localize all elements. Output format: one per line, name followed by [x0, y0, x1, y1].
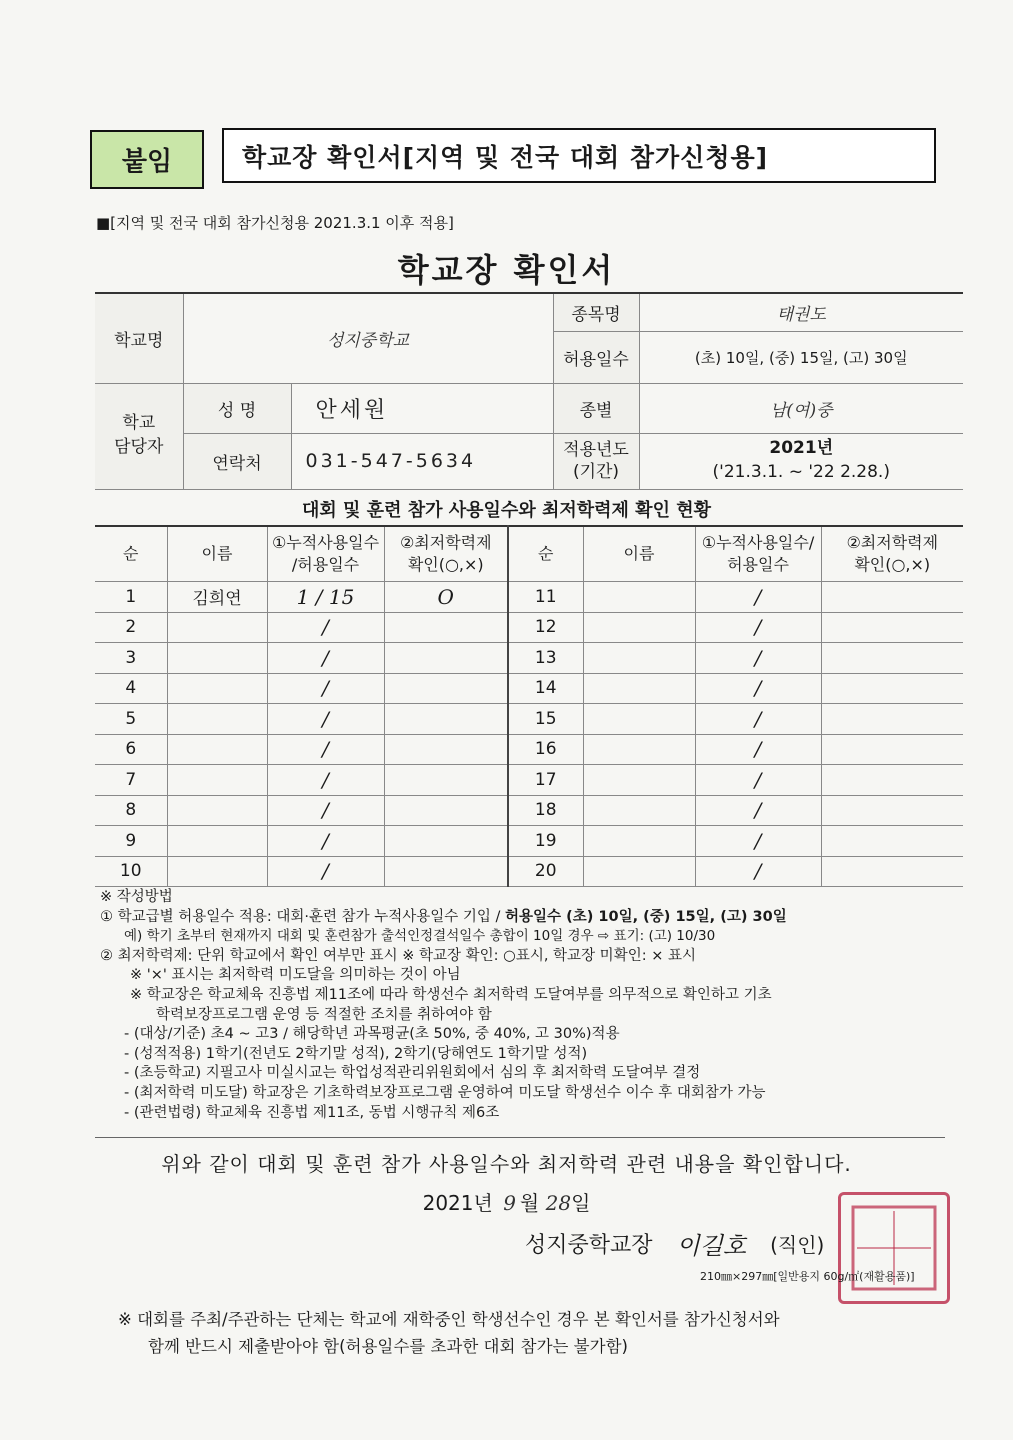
date-year: 2021년: [422, 1191, 493, 1215]
instruction-2: ② 최저학력제: 단위 학교에서 확인 여부만 표시 ※ 학교장 확인: ○표시, 학교장 미확인: × 표시: [100, 947, 696, 964]
instruction-note-2: ※ 학교장은 학교체육 진흥법 제11조에 따라 학생선수 최저학력 도달여부를 의무적으로 확인하고 기초: [130, 986, 772, 1003]
row-days: /: [267, 673, 384, 704]
paper-spec: 210㎜×297㎜[일반용지 60g/㎡(재활용품)]: [700, 1270, 915, 1283]
row-no-2: 13: [508, 643, 583, 674]
manager-label: 학교 담당자: [95, 383, 183, 489]
row-check: [384, 795, 508, 826]
col-min-2-line2: 확인(○,×): [854, 555, 931, 574]
row-no-2: 15: [508, 704, 583, 735]
signature-line: [525, 1226, 824, 1261]
school-value: 성지중학교: [183, 293, 553, 383]
application-note: ■[지역 및 전국 대회 참가신청용 2021.3.1 이후 적용]: [96, 214, 454, 232]
col-no-2: 순: [508, 526, 583, 582]
instruction-sub-4: - (최저학력 미도달) 학교장은 기초학력보장프로그램 운영하여 미도달 학생선수 이수 후 대회참가 가능: [124, 1084, 766, 1101]
allowed-days-label: 허용일수: [553, 331, 639, 383]
row-days-2: /: [695, 826, 821, 857]
name-value: 안세원: [291, 383, 553, 433]
row-no: 4: [95, 673, 167, 704]
divider: [95, 1137, 945, 1138]
row-days-2: /: [695, 673, 821, 704]
instruction-sub-3: - (초등학교) 지필고사 미실시교는 학업성적관리위원회에서 심의 후 최저학력 도달여부 결정: [124, 1065, 701, 1082]
row-name-2: [583, 612, 695, 643]
year-label-line2: (기간): [572, 462, 620, 482]
instruction-example: 예) 학기 초부터 현재까지 대회 및 훈련참가 출석인정결석일수 총합이 10일 경우 ⇨ 표기: (고) 10/30: [124, 928, 716, 945]
footer-note: [118, 1306, 918, 1360]
instruction-1: [100, 908, 970, 928]
row-name: [167, 673, 267, 704]
row-check-2: [821, 734, 963, 765]
col-days: [267, 526, 384, 582]
sport-label: 종목명: [553, 293, 639, 331]
row-days: 1 / 15: [267, 582, 384, 613]
row-no-2: 20: [508, 856, 583, 887]
row-check: [384, 673, 508, 704]
col-min-2-line1: ②최저학력제: [846, 533, 939, 553]
row-check: O: [384, 582, 508, 613]
date-day: 28: [545, 1191, 572, 1215]
row-check-2: [821, 826, 963, 857]
row-days-2: /: [695, 643, 821, 674]
row-days-2: /: [695, 704, 821, 735]
col-min-line2: 확인(○,×): [407, 555, 484, 574]
status-table: [95, 525, 963, 887]
row-name-2: [583, 856, 695, 887]
row-no: 10: [95, 856, 167, 887]
allowed-days-value: (초) 10일, (중) 15일, (고) 30일: [639, 331, 963, 383]
row-no-2: 19: [508, 826, 583, 857]
row-name: [167, 734, 267, 765]
col-days-2: [695, 526, 821, 582]
row-days-2: /: [695, 582, 821, 613]
row-check-2: [821, 612, 963, 643]
table-row: [95, 612, 963, 643]
row-check: [384, 856, 508, 887]
row-check-2: [821, 643, 963, 674]
instruction-note-2b: 학력보장프로그램 운영 등 적절한 조치를 취하여야 함: [156, 1006, 492, 1023]
row-name: [167, 826, 267, 857]
row-no: 7: [95, 765, 167, 796]
row-days: /: [267, 795, 384, 826]
col-min: [384, 526, 508, 582]
row-days: /: [267, 734, 384, 765]
footer-note-line1: ※ 대회를 주최/주관하는 단체는 학교에 재학중인 학생선수인 경우 본 확인서를 참가신청서와: [118, 1310, 780, 1329]
info-table: [95, 292, 963, 490]
row-check-2: [821, 582, 963, 613]
row-no-2: 11: [508, 582, 583, 613]
date-month-unit: 월: [519, 1191, 540, 1215]
row-no-2: 18: [508, 795, 583, 826]
row-check-2: [821, 856, 963, 887]
row-check-2: [821, 704, 963, 735]
table-row: [95, 643, 963, 674]
table-row: [95, 673, 963, 704]
row-name-2: [583, 795, 695, 826]
row-days: /: [267, 826, 384, 857]
row-name: [167, 765, 267, 796]
row-no: 1: [95, 582, 167, 613]
header-title: 학교장 확인서[지역 및 전국 대회 참가신청용]: [222, 128, 936, 183]
row-days-2: /: [695, 856, 821, 887]
row-check: [384, 704, 508, 735]
contact-label: 연락처: [183, 433, 291, 489]
row-days-2: /: [695, 795, 821, 826]
col-days-line2: /허용일수: [291, 555, 360, 574]
seal-label: (직인): [770, 1233, 825, 1257]
row-name: [167, 795, 267, 826]
footer-note-line2: 함께 반드시 제출받아야 함(허용일수를 초과한 대회 참가는 불가함): [148, 1337, 628, 1356]
document-title: 학교장 확인서: [397, 251, 616, 289]
principal-signature: 이길호: [676, 1232, 747, 1260]
instruction-note-1: ※ '×' 표시는 최저학력 미도달을 의미하는 것이 아님: [130, 967, 461, 984]
table-row: [95, 795, 963, 826]
col-days-line1: ①누적사용일수: [271, 533, 380, 553]
row-check-2: [821, 673, 963, 704]
col-days-2-line1: ①누적사용일수/: [701, 533, 815, 553]
instructions-heading: ※ 작성방법: [100, 889, 173, 905]
instructions: [100, 888, 970, 1123]
year-value: 2021년: [769, 438, 834, 459]
row-no-2: 17: [508, 765, 583, 796]
row-no: 5: [95, 704, 167, 735]
row-name-2: [583, 643, 695, 674]
table-row: [95, 856, 963, 887]
name-label: 성 명: [183, 383, 291, 433]
row-no-2: 16: [508, 734, 583, 765]
row-check: [384, 612, 508, 643]
row-name-2: [583, 765, 695, 796]
row-name-2: [583, 582, 695, 613]
row-check: [384, 826, 508, 857]
row-days: /: [267, 643, 384, 674]
row-days: /: [267, 612, 384, 643]
status-title: 대회 및 훈련 참가 사용일수와 최저학력제 확인 현황: [301, 500, 711, 521]
row-name-2: [583, 826, 695, 857]
date-day-unit: 일: [571, 1191, 591, 1215]
status-header-row: [95, 526, 963, 582]
table-row: [95, 765, 963, 796]
row-name: 김희연: [167, 582, 267, 613]
row-name: [167, 643, 267, 674]
row-no: 6: [95, 734, 167, 765]
row-days: /: [267, 704, 384, 735]
row-no: 3: [95, 643, 167, 674]
attachment-tag: 붙임: [90, 130, 204, 189]
col-name-2: 이름: [583, 526, 695, 582]
row-name: [167, 704, 267, 735]
row-name: [167, 612, 267, 643]
contact-value: 031-547-5634: [291, 433, 553, 489]
row-days-2: /: [695, 612, 821, 643]
table-row: [95, 582, 963, 613]
row-days-2: /: [695, 734, 821, 765]
official-seal: [838, 1192, 950, 1304]
sport-value: 태권도: [639, 293, 963, 331]
table-row: [95, 704, 963, 735]
year-label: [553, 433, 639, 489]
instruction-1a: ① 학교급별 허용일수 적용: 대회·훈련 참가 누적사용일수 기입 /: [100, 908, 506, 925]
row-check: [384, 765, 508, 796]
col-min-line1: ②최저학력제: [399, 533, 492, 553]
col-min-2: [821, 526, 963, 582]
row-no-2: 14: [508, 673, 583, 704]
row-check-2: [821, 765, 963, 796]
year-period: ('21.3.1. ~ '22 2.28.): [712, 462, 890, 482]
col-no: 순: [95, 526, 167, 582]
school-label: 학교명: [95, 293, 183, 383]
row-check: [384, 734, 508, 765]
row-name-2: [583, 673, 695, 704]
row-no: 2: [95, 612, 167, 643]
gender-label: 종별: [553, 383, 639, 433]
row-days: /: [267, 765, 384, 796]
row-name-2: [583, 704, 695, 735]
row-no-2: 12: [508, 612, 583, 643]
date-month: 9: [503, 1191, 516, 1215]
table-row: [95, 734, 963, 765]
row-no: 8: [95, 795, 167, 826]
instruction-1b: 허용일수 (초) 10일, (중) 15일, (고) 30일: [505, 908, 787, 925]
col-days-2-line2: 허용일수: [727, 555, 789, 574]
instruction-sub-1: - (대상/기준) 초4 ~ 고3 / 해당학년 과목평균(초 50%, 중 40%, 고 30%)적용: [124, 1026, 620, 1043]
row-check: [384, 643, 508, 674]
row-name-2: [583, 734, 695, 765]
col-name: 이름: [167, 526, 267, 582]
instruction-sub-2: - (성적적용) 1학기(전년도 2학기말 성적), 2학기(당해연도 1학기말 성적): [124, 1045, 588, 1062]
row-no: 9: [95, 826, 167, 857]
table-row: [95, 826, 963, 857]
year-label-line1: 적용년도: [563, 439, 629, 460]
row-name: [167, 856, 267, 887]
year-value-cell: [639, 433, 963, 489]
row-days: /: [267, 856, 384, 887]
gender-value: 남(여)중: [639, 383, 963, 433]
row-days-2: /: [695, 765, 821, 796]
principal-title: 성지중학교장: [525, 1233, 653, 1258]
row-check-2: [821, 795, 963, 826]
instruction-sub-5: - (관련법령) 학교체육 진흥법 제11조, 동법 시행규칙 제6조: [124, 1104, 500, 1121]
confirm-statement: 위와 같이 대회 및 훈련 참가 사용일수와 최저학력 관련 내용을 확인합니다.: [161, 1152, 852, 1176]
